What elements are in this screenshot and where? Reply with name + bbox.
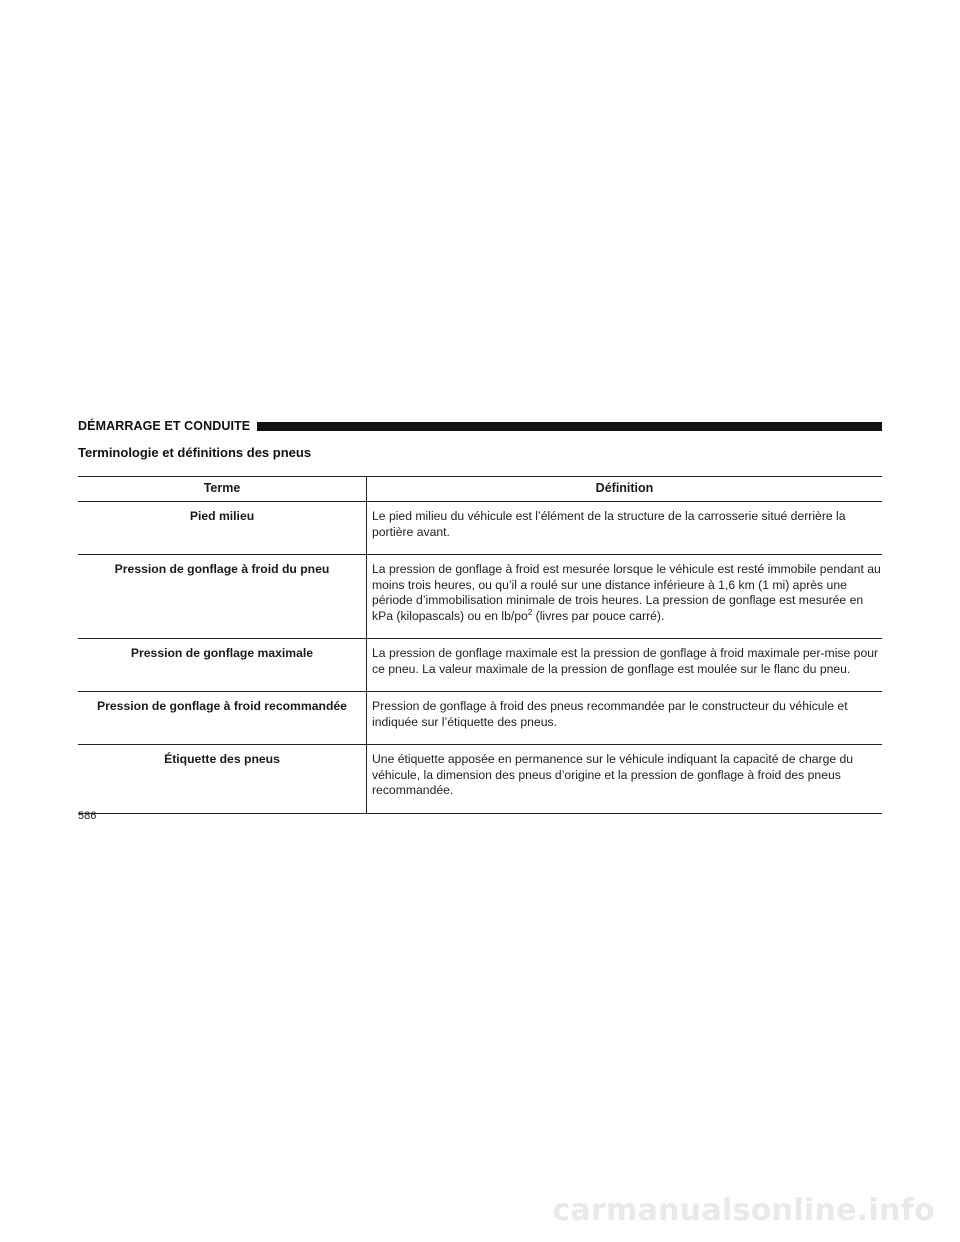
- table-row: [78, 639, 882, 692]
- definition-text-tail: (livres par pouce carré).: [532, 608, 665, 623]
- table-row: [78, 745, 882, 814]
- watermark: carmanualsonline.info: [552, 1193, 935, 1228]
- term-cell: Étiquette des pneus: [78, 745, 367, 814]
- header-rule: [257, 422, 882, 431]
- term-cell: Pression de gonflage à froid du pneu: [78, 555, 367, 639]
- table-row: [78, 555, 882, 639]
- column-header-term: Terme: [78, 477, 367, 502]
- term-cell: Pression de gonflage maximale: [78, 639, 367, 692]
- superscript: 2: [527, 607, 533, 617]
- definition-cell: Le pied milieu du véhicule est l’élément de la structure de la carrosserie situé derrière la portière avant.: [367, 502, 883, 555]
- definition-cell: Pression de gonflage à froid des pneus recommandée par le constructeur du véhicule et indiquée sur l’étiquette des pneus.: [367, 692, 883, 745]
- table-row: [78, 502, 882, 555]
- section-header: [78, 418, 882, 434]
- chapter-title: DÉMARRAGE ET CONDUITE: [78, 419, 251, 433]
- term-cell: Pression de gonflage à froid recommandée: [78, 692, 367, 745]
- table-row: [78, 692, 882, 745]
- definition-cell: [367, 555, 883, 639]
- definition-text: La pression de gonflage à froid est mesurée lorsque le véhicule est resté immobile pendant au moins trois heures, ou qu’il a roulé sur une distance inférieure à 1,6 km (1 mi) après une période d’immobilisation minimale de trois heures. La pression de gonflage est mesurée en kPa (kilopascals) ou en lb/po: [372, 562, 881, 623]
- definition-cell: La pression de gonflage maximale est la pression de gonflage à froid maximale per-mise pour ce pneu. La valeur maximale de la pression de gonflage est moulée sur le flanc du pneu.: [367, 639, 883, 692]
- page-number: 586: [78, 810, 97, 822]
- terminology-table: [78, 476, 882, 814]
- term-cell: Pied milieu: [78, 502, 367, 555]
- table-header-row: [78, 477, 882, 502]
- column-header-definition: Définition: [367, 477, 883, 502]
- section-title: Terminologie et définitions des pneus: [78, 445, 312, 460]
- definition-cell: Une étiquette apposée en permanence sur le véhicule indiquant la capacité de charge du véhicule, la dimension des pneus d’origine et la pression de gonflage à froid des pneus recommandée.: [367, 745, 883, 814]
